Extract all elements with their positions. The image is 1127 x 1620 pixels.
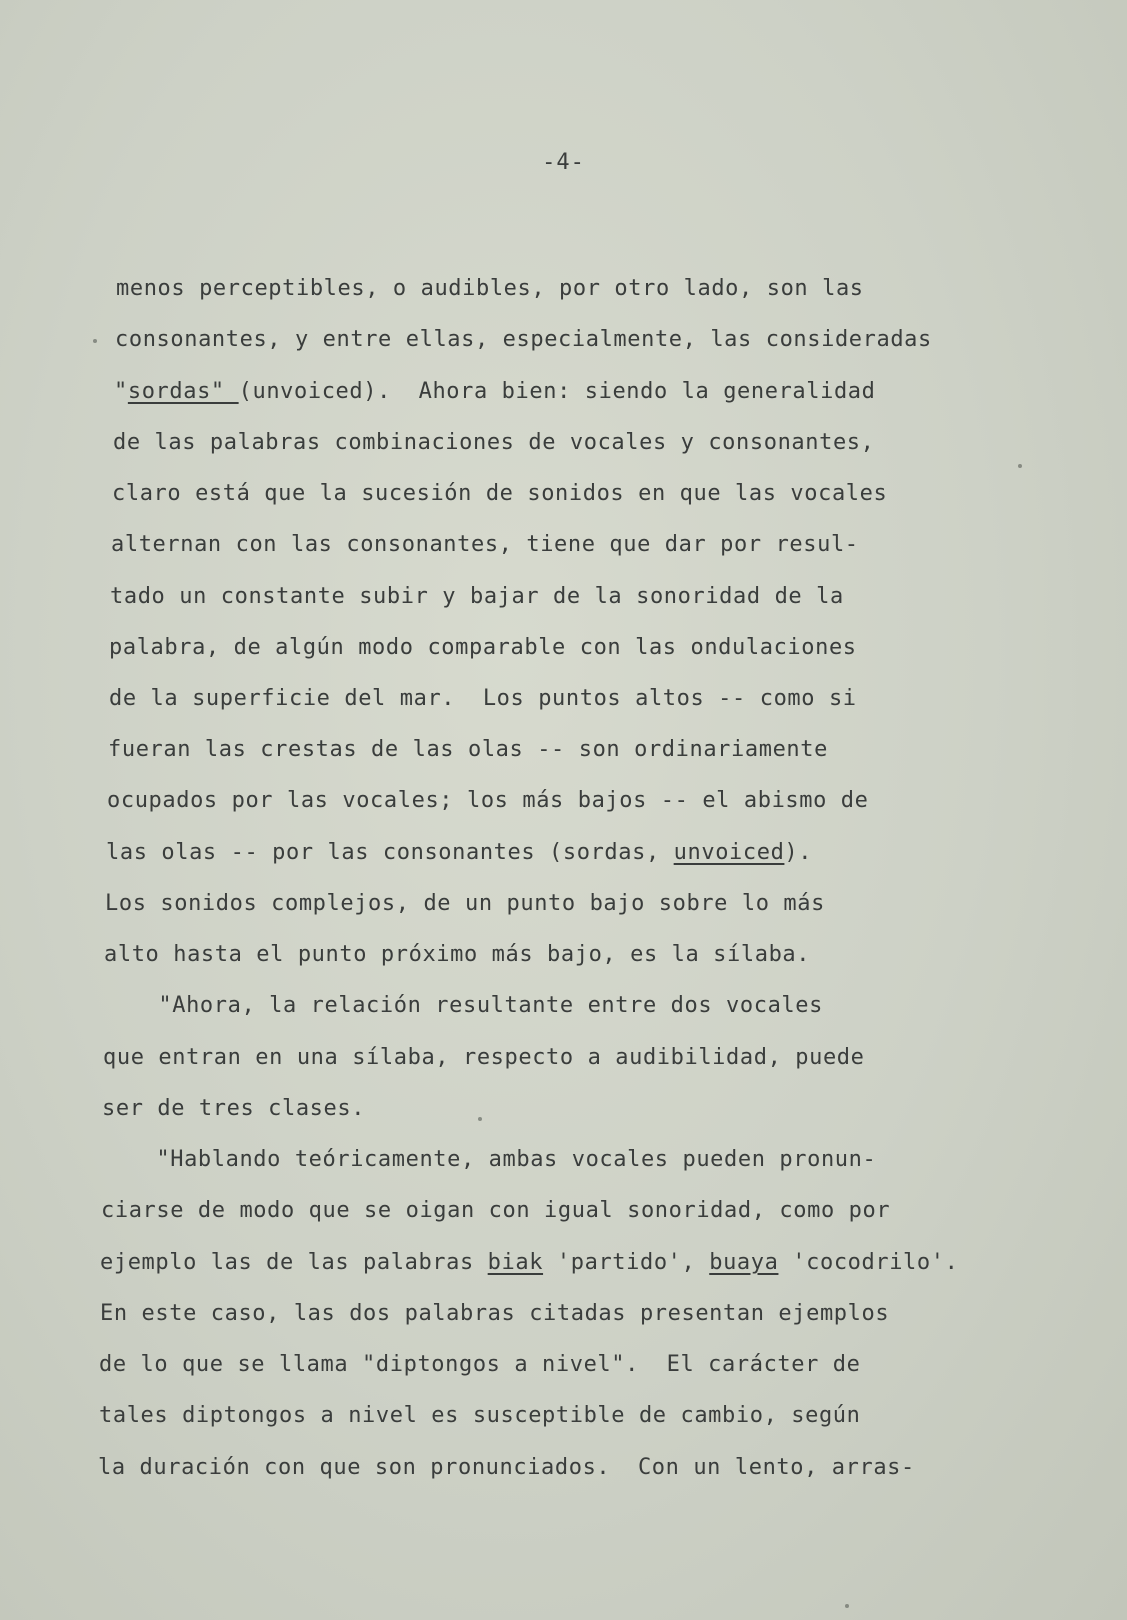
text-line — [106, 840, 812, 866]
text-line: "Ahora, la relación resultante entre dos vocales — [103, 993, 823, 1018]
text-line: En este caso, las dos palabras citadas presentan ejemplos — [100, 1301, 890, 1326]
text-line: alternan con las consonantes, tiene que dar por resul- — [111, 532, 859, 557]
text-line: la duración con que son pronunciados. Con un lento, arras- — [98, 1455, 915, 1480]
underlined-term: biak — [487, 1250, 544, 1275]
text-fragment: (unvoiced). Ahora bien: siendo la generalidad — [238, 379, 876, 404]
text-line: ciarse de modo que se oigan con igual sonoridad, como por — [101, 1198, 891, 1223]
paper-speck — [93, 339, 97, 343]
text-line: ocupados por las vocales; los más bajos -- el abismo de — [107, 788, 869, 813]
paper-speck — [1018, 464, 1022, 468]
text-line: de lo que se llama "diptongos a nivel". El carácter de — [99, 1352, 861, 1377]
underlined-term: buaya — [709, 1250, 779, 1275]
text-line: fueran las crestas de las olas -- son ordinariamente — [108, 737, 828, 762]
text-line: alto hasta el punto próximo más bajo, es la sílaba. — [104, 942, 811, 967]
text-line: menos perceptibles, o audibles, por otro lado, son las — [116, 276, 864, 301]
text-line: tales diptongos a nivel es susceptible de cambio, según — [99, 1403, 861, 1428]
text-line: Los sonidos complejos, de un punto bajo sobre lo más — [105, 891, 825, 916]
text-fragment: 'partido', — [543, 1250, 710, 1275]
text-line — [100, 1250, 958, 1276]
paper-speck — [478, 1117, 482, 1121]
text-fragment: ejemplo las de las palabras — [100, 1250, 488, 1275]
text-line: claro está que la sucesión de sonidos en que las vocales — [112, 481, 888, 506]
underlined-term: sordas" — [127, 379, 239, 404]
text-line: ser de tres clases. — [102, 1096, 366, 1121]
text-line: "Hablando teóricamente, ambas vocales pueden pronun- — [101, 1147, 877, 1172]
text-line — [114, 379, 876, 405]
paper-speck — [845, 1604, 849, 1608]
text-fragment: 'cocodrilo'. — [778, 1250, 959, 1275]
text-line: de las palabras combinaciones de vocales y consonantes, — [113, 430, 875, 455]
text-line: de la superficie del mar. Los puntos altos -- como si — [109, 686, 857, 711]
text-fragment: ). — [784, 840, 813, 865]
text-fragment: las olas -- por las consonantes (sordas, — [106, 840, 674, 865]
text-line: consonantes, y entre ellas, especialmente, las consideradas — [115, 327, 932, 352]
text-line: tado un constante subir y bajar de la sonoridad de la — [110, 584, 844, 609]
text-fragment: " — [114, 379, 128, 404]
underlined-term: unvoiced — [673, 840, 785, 865]
text-line: palabra, de algún modo comparable con las ondulaciones — [109, 635, 857, 660]
text-line: que entran en una sílaba, respecto a audibilidad, puede — [103, 1045, 865, 1070]
page-number: -4- — [542, 150, 585, 175]
